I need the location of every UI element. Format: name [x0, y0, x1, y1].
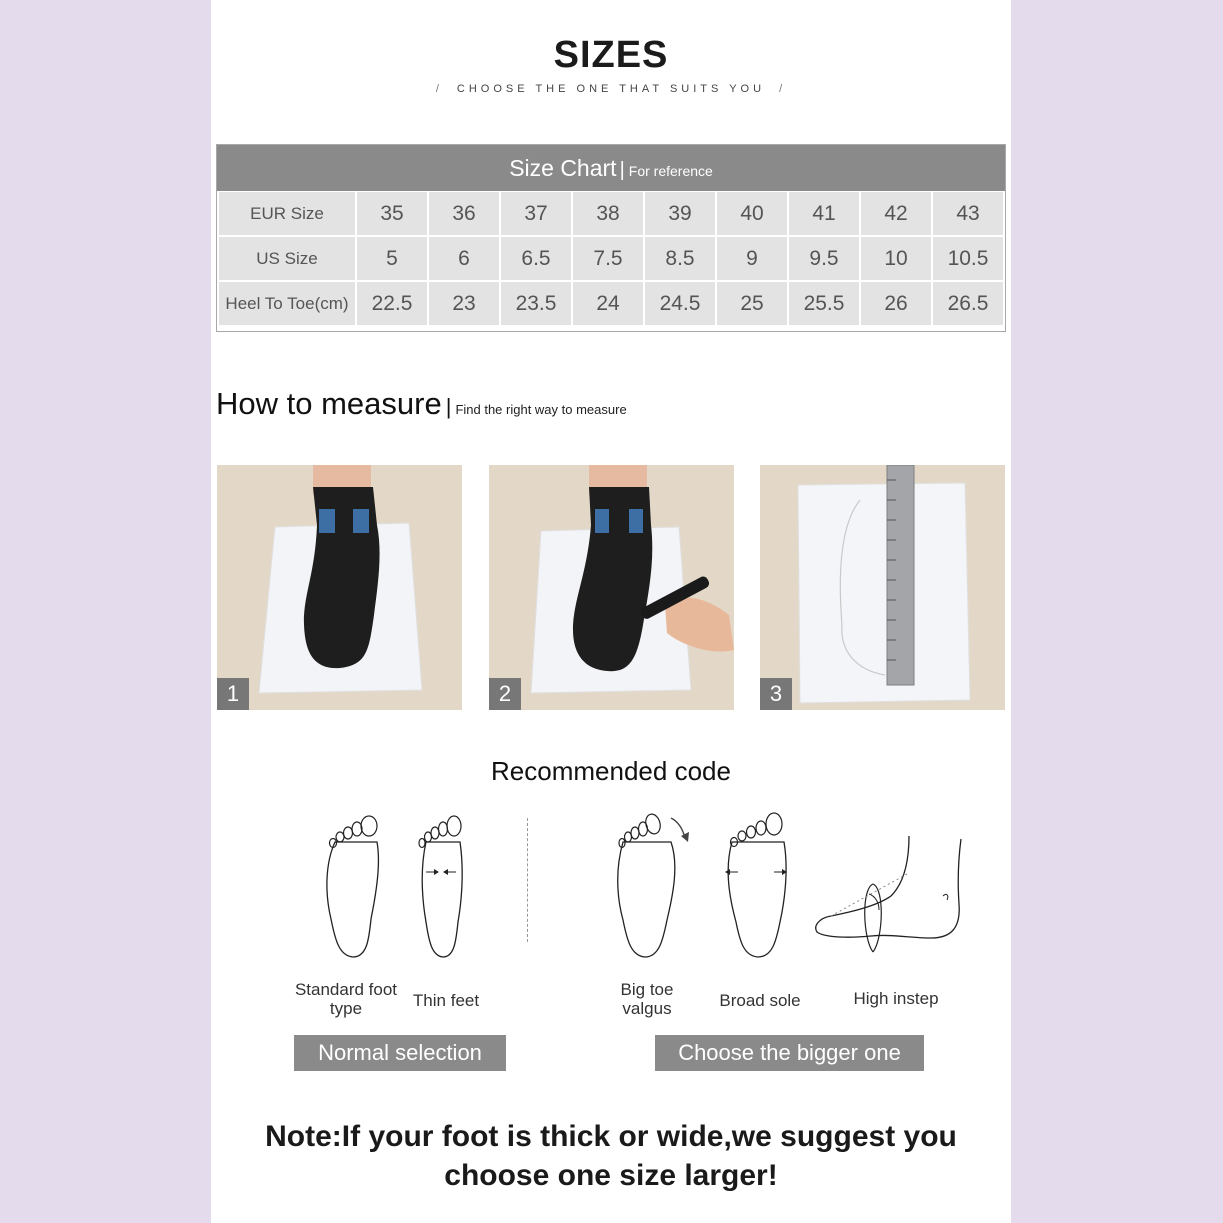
size-cell: 8.5 — [645, 237, 715, 280]
measure-step-2-photo — [489, 465, 734, 710]
size-cell: 26 — [861, 282, 931, 325]
size-table — [217, 190, 1005, 327]
how-to-measure-subtitle: Find the right way to measure — [455, 402, 627, 417]
size-cell: 6 — [429, 237, 499, 280]
high-instep-label: High instep — [853, 989, 939, 1008]
size-cell: 25 — [717, 282, 787, 325]
size-cell: 42 — [861, 192, 931, 235]
choose-bigger-label: Choose the bigger one — [655, 1035, 924, 1071]
sizing-note-line-1: Note:If your foot is thick or wide,we suggest you — [265, 1120, 957, 1153]
sizing-note — [211, 1117, 1011, 1195]
size-cell: 22.5 — [357, 282, 427, 325]
size-cell: 36 — [429, 192, 499, 235]
size-cell: 9.5 — [789, 237, 859, 280]
size-cell: 41 — [789, 192, 859, 235]
size-cell: 9 — [717, 237, 787, 280]
broad-sole-icon — [724, 810, 790, 960]
size-cell: 25.5 — [789, 282, 859, 325]
size-cell: 40 — [717, 192, 787, 235]
section-divider — [527, 818, 528, 942]
subtitle-slash-left: / — [435, 83, 443, 95]
size-chart-title: Size Chart — [509, 155, 617, 181]
size-row-label: Heel To Toe(cm) — [219, 282, 355, 325]
measure-step-1-photo — [217, 465, 462, 710]
standard-foot-label: Standard foot type — [294, 980, 398, 1018]
step-number-badge: 1 — [217, 678, 249, 710]
size-chart-header — [217, 145, 1005, 191]
broad-sole-label: Broad sole — [719, 991, 801, 1010]
size-cell: 23 — [429, 282, 499, 325]
measure-step-3-photo — [760, 465, 1005, 710]
thin-foot-icon — [412, 814, 470, 960]
subtitle-text: CHOOSE THE ONE THAT SUITS YOU — [456, 83, 766, 95]
how-to-measure-heading — [216, 386, 627, 422]
page-title: SIZES — [553, 34, 669, 76]
how-to-measure-title: How to measure — [216, 386, 442, 421]
size-cell: 43 — [933, 192, 1003, 235]
size-cell: 6.5 — [501, 237, 571, 280]
size-cell: 5 — [357, 237, 427, 280]
ruler-measure-illustration — [760, 465, 1005, 710]
standard-foot-icon — [321, 814, 383, 960]
size-row-label: US Size — [219, 237, 355, 280]
size-chart-subtitle: For reference — [628, 163, 713, 179]
tracing-foot-illustration — [489, 465, 734, 710]
size-cell: 37 — [501, 192, 571, 235]
high-instep-icon — [811, 834, 966, 954]
size-cell: 24.5 — [645, 282, 715, 325]
recommended-title: Recommended code — [491, 756, 731, 786]
thin-feet-label: Thin feet — [412, 991, 480, 1010]
normal-selection-label: Normal selection — [294, 1035, 506, 1071]
step-number-badge: 3 — [760, 678, 792, 710]
size-chart — [216, 144, 1006, 332]
big-toe-valgus-label: Big toe valgus — [620, 980, 674, 1018]
size-cell: 23.5 — [501, 282, 571, 325]
size-cell: 38 — [573, 192, 643, 235]
size-row — [219, 237, 1003, 280]
size-chart-separator: | — [619, 159, 625, 181]
page-subtitle — [211, 83, 1011, 95]
big-toe-valgus-icon — [613, 810, 693, 960]
size-cell: 26.5 — [933, 282, 1003, 325]
size-cell: 10.5 — [933, 237, 1003, 280]
step-number-badge: 2 — [489, 678, 521, 710]
size-row-label: EUR Size — [219, 192, 355, 235]
size-row — [219, 282, 1003, 325]
size-guide-page — [211, 0, 1011, 1223]
sizing-note-line-2: choose one size larger! — [444, 1159, 778, 1192]
size-cell: 39 — [645, 192, 715, 235]
size-cell: 7.5 — [573, 237, 643, 280]
size-cell: 10 — [861, 237, 931, 280]
size-row — [219, 192, 1003, 235]
foot-on-paper-illustration — [217, 465, 462, 710]
size-cell: 35 — [357, 192, 427, 235]
size-cell: 24 — [573, 282, 643, 325]
subtitle-slash-right: / — [779, 83, 787, 95]
how-to-measure-separator: | — [445, 394, 452, 419]
